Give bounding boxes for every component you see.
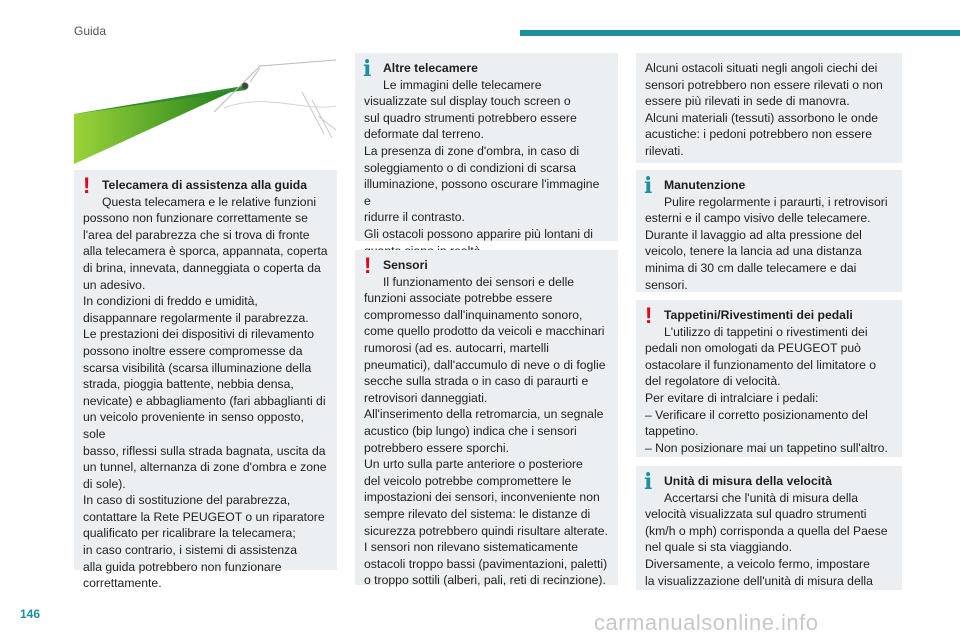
box-text-line: Accertarsi che l'unità di misura della xyxy=(664,490,859,505)
box-text-line: contattare la Rete PEUGEOT o un riparatore xyxy=(83,509,325,524)
box-title: Sensori xyxy=(383,258,428,272)
box-text-line: ostacoli troppo bassi (pavimentazioni, paletti) xyxy=(364,556,608,571)
box-text-line: come quello prodotto da veicoli e macchinari xyxy=(364,324,605,339)
box-text-line: del regolatore di velocità. xyxy=(645,374,781,389)
info-icon: i xyxy=(644,173,653,199)
box-text-line: l'area del parabrezza che si trova di fronte xyxy=(83,227,310,242)
box-text-line: visualizzate sul display touch screen o xyxy=(364,94,571,109)
box-text-line: la visualizzazione dell'unità di misura della xyxy=(645,573,873,588)
box-text-line: I sensori non rilevano sistematicamente xyxy=(364,540,579,555)
box-text-line: Durante il lavaggio ad alta pressione del xyxy=(645,227,862,242)
box-text-line: possono non funzionare correttamente se xyxy=(83,211,308,226)
box-text-line: sensori. xyxy=(645,277,688,292)
box-text-line: velocità visualizzata sul quadro strumenti xyxy=(645,507,867,522)
box-text-line: (km/h o mph) corrisponda a quella del Paese xyxy=(645,523,888,538)
box-text-line: Alcuni materiali (tessuti) assorbono le onde xyxy=(645,110,879,125)
box-text-line: tappetino. xyxy=(645,424,699,439)
box-text-line: compromesso dall'inquinamento sonoro, xyxy=(364,307,583,322)
box-text-line: in caso contrario, i sistemi di assistenza xyxy=(83,543,298,558)
box-text-line: All'inserimento della retromarcia, un segnale xyxy=(364,407,604,422)
warning-icon: ! xyxy=(364,253,372,278)
box-text-line: – Non posizionare mai un tappetino sull'altro. xyxy=(645,440,888,455)
box-title: Telecamera di assistenza alla guida xyxy=(102,178,308,192)
box-text-line: rilevati. xyxy=(645,143,684,158)
box-text-line: pneumatici), dall'accumulo di neve o di foglie xyxy=(364,357,606,372)
box-text-line: ridurre il contrasto. xyxy=(364,210,465,225)
box-text-line: di brina, innevata, danneggiata o coperta da xyxy=(83,260,321,275)
box-text-line: un adesivo. xyxy=(83,277,146,292)
maintenance-info-box xyxy=(636,170,902,292)
section-label: Guida xyxy=(74,24,107,38)
box-text-line: Le prestazioni dei dispositivi di rilevamento xyxy=(83,327,315,342)
box-text-line: deformate dal terreno. xyxy=(364,127,484,142)
mats-warning-box xyxy=(636,300,902,457)
box-text-line: Per evitare di intralciare i pedali: xyxy=(645,390,819,405)
speed-units-info-box xyxy=(636,466,902,590)
camera-field-of-view xyxy=(74,86,244,164)
box-text-line: strada, pioggia battente, nebbia densa, xyxy=(83,377,294,392)
pillar-outline xyxy=(302,92,336,138)
watermark: carmanualsonline.info xyxy=(594,610,819,635)
box-text-line: rumorosi (ad es. autocarri, martelli xyxy=(364,340,549,355)
box-text-line: nevicate) e abbagliamento (fari abbaglianti di xyxy=(83,393,326,408)
box-text-line: Alcuni ostacoli situati negli angoli ciechi dei xyxy=(645,61,878,75)
box-text-line: illuminazione, possono oscurare l'immagine e xyxy=(364,177,600,208)
box-text-line: un veicolo proveniente in senso opposto, sole xyxy=(83,410,304,441)
other-cameras-info-box xyxy=(355,53,618,241)
box-text-line: impostazioni dei sensori, inconveniente non xyxy=(364,490,600,505)
box-text-line: o troppo sottili (alberi, pali, reti di recinzione). xyxy=(364,573,606,588)
box-text-line: di sole). xyxy=(83,476,126,491)
box-text-line: minima di 30 cm dalle telecamere e dai xyxy=(645,260,857,275)
box-text-line: potrebbero essere sporchi. xyxy=(364,440,509,455)
sensors-warning-box xyxy=(355,250,618,588)
info-icon: i xyxy=(363,56,372,82)
camera-warning-box xyxy=(74,170,337,591)
box-text-line: disappannare regolarmente il parabrezza. xyxy=(83,310,309,325)
box-text-line: Un urto sulla parte anteriore o posteriore xyxy=(364,457,583,472)
blind-spots-box xyxy=(636,53,902,163)
box-text-line: ostacolare il funzionamento del limitatore o xyxy=(645,357,877,372)
box-text-line: pedali non omologati da PEUGEOT può xyxy=(645,341,861,356)
box-text-line: In condizioni di freddo e umidità, xyxy=(83,294,258,309)
box-title: Manutenzione xyxy=(664,178,746,192)
box-text-line: Questa telecamera e le relative funzioni xyxy=(102,194,317,209)
windscreen-outline xyxy=(214,60,336,112)
box-text-line: qualificato per ricalibrare la telecamera; xyxy=(83,526,296,541)
box-text-line: In caso di sostituzione del parabrezza, xyxy=(83,493,291,508)
box-title: Unità di misura della velocità xyxy=(664,474,832,488)
box-text-line: Il funzionamento dei sensori e delle xyxy=(383,274,575,289)
camera-lens-icon xyxy=(242,83,248,89)
box-text-line: Gli ostacoli possono apparire più lontani di xyxy=(364,226,593,241)
box-text-line: L'utilizzo di tappetini o rivestimenti dei xyxy=(664,324,868,339)
page-number: 146 xyxy=(20,607,41,621)
box-text-line: sempre rilevato del sistema: le distanze di xyxy=(364,506,591,521)
box-text-line: acustico (bip lungo) indica che i sensori xyxy=(364,423,577,438)
box-text-line: funzioni associate potrebbe essere xyxy=(364,291,553,306)
box-text-line: Diversamente, a veicolo fermo, impostare xyxy=(645,556,870,571)
box-text-line: Pulire regolarmente i paraurti, i retrovisori xyxy=(664,194,888,209)
box-text-line: soleggiamento o di condizioni di scarsa xyxy=(364,160,577,175)
dashboard-outline xyxy=(224,102,336,108)
box-text-line: – Verificare il corretto posizionamento del xyxy=(645,407,868,422)
box-text-line: alla guida potrebbero non funzionare xyxy=(83,559,282,574)
box-text-line: acustiche: i pedoni potrebbero non essere xyxy=(645,127,872,142)
box-text-line: sul quadro strumenti potrebbero essere xyxy=(364,110,577,125)
box-text-line: del veicolo potrebbe compromettere le xyxy=(364,473,572,488)
box-text-line: scarsa visibilità (scarsa illuminazione della xyxy=(83,360,312,375)
header-rule xyxy=(520,30,960,36)
box-text-line: sicurezza potrebbero quindi risultare alterate. xyxy=(364,523,608,538)
box-title: Altre telecamere xyxy=(383,61,478,75)
box-text-line: un tunnel, alternanza di zone d'ombra e zone xyxy=(83,460,327,475)
warning-icon: ! xyxy=(83,173,91,198)
box-text-line: Le immagini delle telecamere xyxy=(383,77,542,92)
box-text-line: possono inoltre essere compromesse da xyxy=(83,343,303,358)
box-text-line: correttamente. xyxy=(83,576,162,591)
box-text-line: veicolo, tenere la lancia ad una distanza xyxy=(645,244,862,259)
warning-icon: ! xyxy=(645,303,653,328)
box-text-line: sensori potrebbero non essere rilevati o non xyxy=(645,77,883,92)
box-text-line: retrovisori danneggiati. xyxy=(364,390,488,405)
info-icon: i xyxy=(644,469,653,495)
box-text-line: basso, riflessi sulla strada bagnata, uscita da xyxy=(83,443,326,458)
box-text-line: nel quale si sta viaggiando. xyxy=(645,540,793,555)
windscreen-camera-illustration xyxy=(74,52,336,164)
box-text-line: secche sulla strada o in caso di paraurti e xyxy=(364,374,589,389)
box-text-line: essere più rilevati in sede di manovra. xyxy=(645,94,850,109)
box-text-line: La presenza di zone d'ombra, in caso di xyxy=(364,143,580,158)
box-title: Tappetini/Rivestimenti dei pedali xyxy=(664,308,853,322)
box-text-line: esterni e il campo visivo delle telecamere. xyxy=(645,211,871,226)
box-text-line: alla telecamera è sporca, appannata, coperta xyxy=(83,244,328,259)
